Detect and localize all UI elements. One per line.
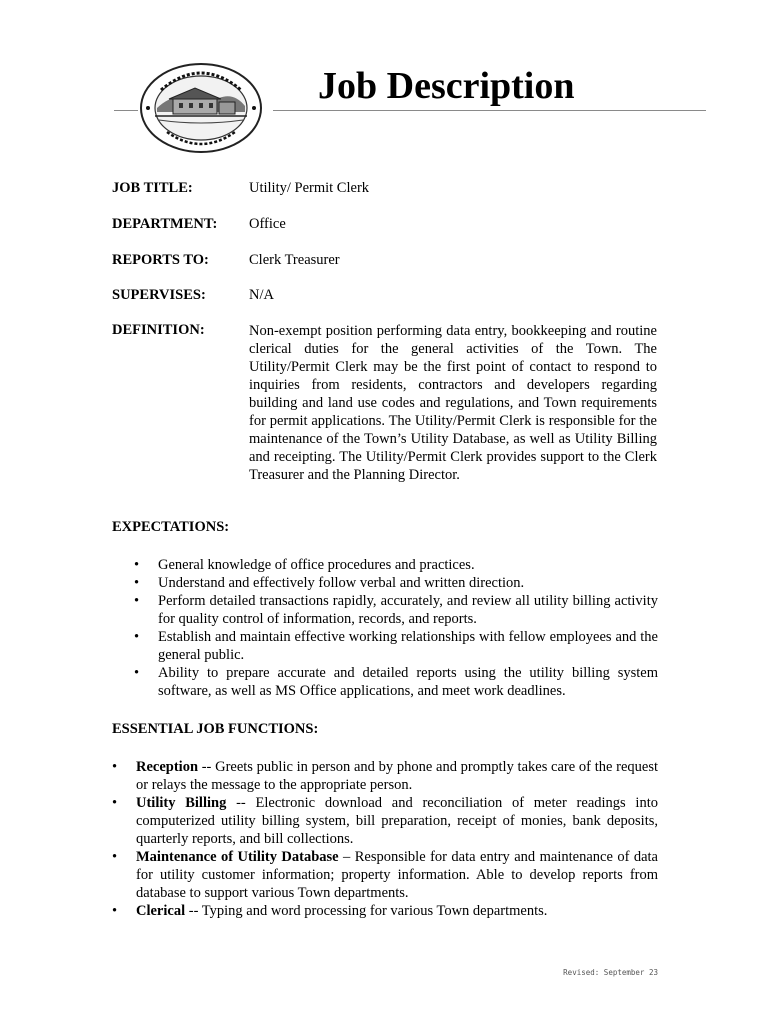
function-text: -- Greets public in person and by phone and promptly takes care of the request or relays the message to the appropriate person.: [136, 759, 658, 793]
department-value: Office: [249, 216, 286, 232]
department-label: DEPARTMENT:: [112, 216, 218, 232]
job-title-label: JOB TITLE:: [112, 180, 193, 196]
header-rule-right: [273, 110, 706, 111]
expectations-heading: EXPECTATIONS:: [112, 519, 230, 535]
function-text: -- Typing and word processing for various Town departments.: [185, 903, 548, 919]
definition-text: Non-exempt position performing data entry, bookkeeping and routine clerical duties for the general activities of the Town. The Utility/Permit Clerk may be the first point of contact to respond to inquiries from residents, contractors and developers regarding building and land use codes and regulations, and Town requirements for permit applications. The Utility/Permit Clerk is responsible for the maintenance of the Town’s Utility Database, as well as Utility Billing and receipting. The Utility/Permit Clerk provides support to the Clerk Treasurer and the Planning Director.: [249, 323, 657, 483]
expectations-list: [134, 556, 658, 700]
header-rule-left: [114, 110, 138, 111]
list-item: [112, 848, 658, 902]
reports-to-label: REPORTS TO:: [112, 252, 209, 268]
revised-date: Revised: September 23: [563, 968, 658, 977]
supervises-label: SUPERVISES:: [112, 287, 206, 303]
list-item: [112, 902, 658, 920]
essential-functions-list: [112, 758, 658, 920]
job-title-value: Utility/ Permit Clerk: [249, 180, 370, 196]
town-seal-logo: [139, 62, 263, 154]
function-text: – Responsible for data entry and maintenance of data for utility customer information; property information. Able to develop reports from database to support various Town departments.: [136, 849, 658, 901]
list-item: • General knowledge of office procedures and practices.: [134, 556, 658, 574]
function-term: Clerical: [136, 903, 186, 919]
list-item: • Understand and effectively follow verbal and written direction.: [134, 574, 658, 592]
list-item: • Establish and maintain effective working relationships with fellow employees and the general public.: [134, 628, 658, 664]
list-item: • Perform detailed transactions rapidly, accurately, and review all utility billing activity for quality control of information, records, and reports.: [134, 592, 658, 628]
definition-label: DEFINITION:: [112, 322, 205, 338]
page-title: Job Description: [318, 65, 575, 107]
essential-functions-heading: ESSENTIAL JOB FUNCTIONS:: [112, 721, 319, 737]
list-item: • Ability to prepare accurate and detailed reports using the utility billing system software, as well as MS Office applications, and meet work deadlines.: [134, 664, 658, 700]
function-term: Reception: [136, 759, 199, 775]
list-item: [112, 794, 658, 848]
function-term: Maintenance of Utility Database: [136, 849, 339, 865]
list-item: [112, 758, 658, 794]
function-term: Utility Billing: [136, 795, 227, 811]
supervises-value: N/A: [249, 287, 274, 303]
function-text: -- Electronic download and reconciliation of meter readings into computerized utility billing system, bill preparation, receipt of monies, bank deposits, quarterly reports, and bill collections.: [136, 795, 658, 847]
reports-to-value: Clerk Treasurer: [249, 252, 340, 268]
